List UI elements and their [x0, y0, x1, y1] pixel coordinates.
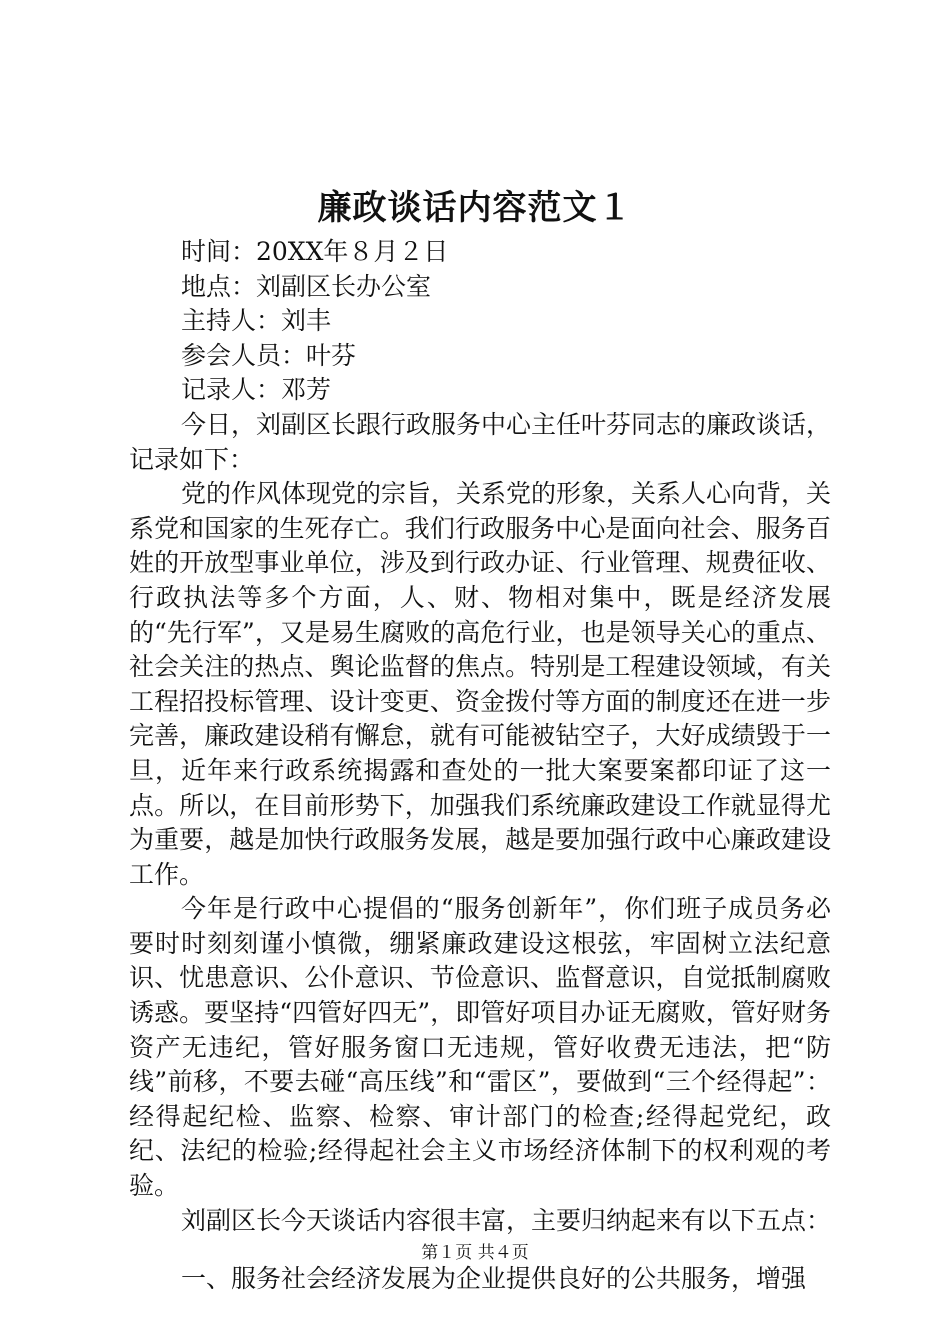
document-body [129, 235, 831, 1297]
paragraph-party-style: 党的作风体现党的宗旨，关系党的形象，关系人心向背，关系党和国家的生死存亡。我们行政服务中心是面向社会、服务百姓的开放型事业单位，涉及到行政办证、行业管理、规费征收、行政执法等多个方面，人、财、物相对集中，既是经济发展的“先行军”，又是易生腐败的高危行业，也是领导关心的重点、社会关注的热点、舆论监督的焦点。特别是工程建设领域，有关工程招投标管理、设计变更、资金拨付等方面的制度还在进一步完善，廉政建设稍有懈怠，就有可能被钻空子，大好成绩毁于一旦，近年来行政系统揭露和查处的一批大案要案都印证了这一点。所以，在目前形势下，加强我们系统廉政建设工作就显得尤为重要，越是加快行政服务发展，越是要加强行政中心廉政建设工作。 [129, 479, 832, 889]
meta-host: 主持人：刘丰 [181, 306, 332, 336]
page-footer: 第１页 共４页 [421, 1243, 529, 1263]
paragraph-summary: 刘副区长今天谈话内容很丰富，主要归纳起来有以下五点： [181, 1205, 832, 1235]
paragraph-intro: 今日，刘副区长跟行政服务中心主任叶芬同志的廉政谈话，记录如下： [129, 409, 832, 474]
section-heading-1: 一、服务社会经济发展为企业提供良好的公共服务，增强 [181, 1264, 807, 1294]
meta-recorder: 记录人：邓芳 [181, 375, 332, 405]
paragraph-service-innovation: 今年是行政中心提倡的“服务创新年”，你们班子成员务必要时时刻刻谨小慎微，绷紧廉政建设这根弦，牢固树立法纪意识、忧患意识、公仆意识、节俭意识、监督意识，自觉抵制腐败诱惑。要坚持“四管好四无”，即管好项目办证无腐败，管好财务资产无违纪，管好服务窗口无违规，管好收费无违法，把“防线”前移，不要去碰“高压线”和“雷区”，要做到“三个经得起”：经得起纪检、监察、检察、审计部门的检查;经得起党纪，政纪、法纪的检验;经得起社会主义市场经济体制下的权利观的考验。 [129, 894, 831, 1201]
meta-attendees: 参会人员：叶芬 [181, 340, 357, 370]
document-title: 廉政谈话内容范文１ [317, 188, 633, 228]
meta-location: 地点：刘副区长办公室 [181, 271, 432, 301]
meta-time: 时间：20XX年８月２日 [181, 237, 449, 266]
